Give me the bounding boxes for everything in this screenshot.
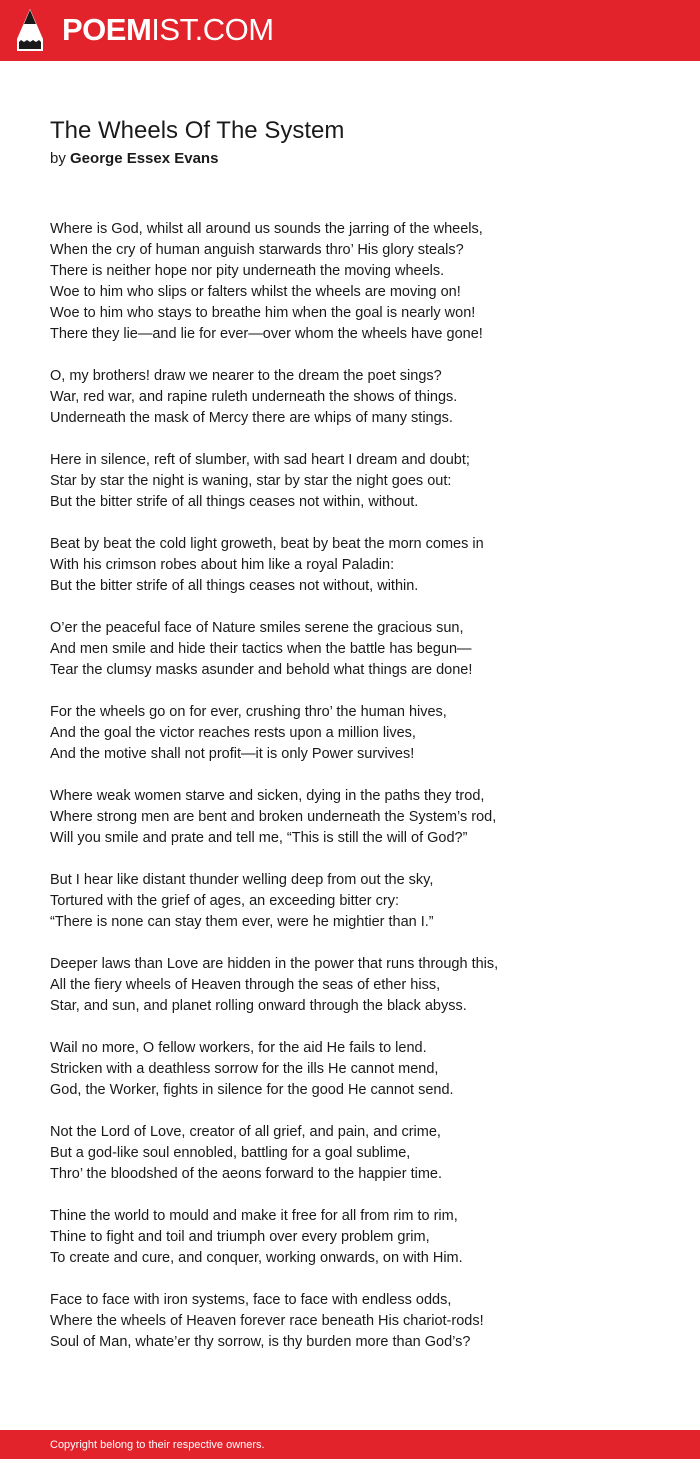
- poem-stanza: [50, 786, 670, 849]
- poem-line: Where is God, whilst all around us sounds the jarring of the wheels,: [50, 221, 483, 237]
- poem-line: Thro’ the bloodshed of the aeons forward to the happier time.: [50, 1166, 443, 1182]
- byline: [50, 149, 218, 169]
- poem-stanza: [50, 954, 670, 1017]
- poem-line: Where strong men are bent and broken underneath the System’s rod,: [50, 809, 497, 825]
- poem-line: But the bitter strife of all things ceases not within, without.: [50, 494, 419, 510]
- poem-line: Here in silence, reft of slumber, with sad heart I dream and doubt;: [50, 452, 470, 468]
- poem-line: Thine the world to mould and make it free for all from rim to rim,: [50, 1208, 458, 1224]
- poem-line: Where weak women starve and sicken, dying in the paths they trod,: [50, 788, 485, 804]
- logo-wordmark-light: IST.COM: [151, 12, 274, 47]
- poem-stanza: [50, 366, 670, 429]
- poem-line: War, red war, and rapine ruleth underneath the shows of things.: [50, 389, 458, 405]
- poem-line: Face to face with iron systems, face to face with endless odds,: [50, 1292, 452, 1308]
- poem-line: And men smile and hide their tactics when the battle has begun—: [50, 641, 472, 657]
- poem-line: There they lie—and lie for ever—over whom the wheels have gone!: [50, 326, 483, 342]
- poem-line: Wail no more, O fellow workers, for the aid He fails to lend.: [50, 1040, 427, 1056]
- poem-line: “There is none can stay them ever, were he mightier than I.”: [50, 914, 434, 930]
- poem-stanza: [50, 1038, 670, 1101]
- poem-line: Woe to him who stays to breathe him when the goal is nearly won!: [50, 305, 476, 321]
- poem-stanza: [50, 1290, 670, 1353]
- poem-line: To create and cure, and conquer, working onwards, on with Him.: [50, 1250, 463, 1266]
- logo-wordmark-bold: POEM: [62, 12, 152, 47]
- poem-line: There is neither hope nor pity underneath the moving wheels.: [50, 263, 445, 279]
- poem-stanza: [50, 870, 670, 933]
- copyright-notice: Copyright belong to their respective owners.: [50, 1439, 265, 1451]
- poem-line: But a god-like soul ennobled, battling for a goal sublime,: [50, 1145, 411, 1161]
- poem-author: George Essex Evans: [70, 150, 219, 167]
- site-logo[interactable]: [62, 10, 274, 50]
- poem-line: But the bitter strife of all things ceases not without, within.: [50, 578, 419, 594]
- poem-line: All the fiery wheels of Heaven through the seas of ether hiss,: [50, 977, 441, 993]
- poem-stanza: [50, 1206, 670, 1269]
- poem-line: For the wheels go on for ever, crushing thro’ the human hives,: [50, 704, 447, 720]
- poem-stanza: [50, 534, 670, 597]
- poem-line: Tortured with the grief of ages, an exceeding bitter cry:: [50, 893, 399, 909]
- poem-line: O, my brothers! draw we nearer to the dream the poet sings?: [50, 368, 442, 384]
- poem-line: Soul of Man, whate’er thy sorrow, is thy burden more than God’s?: [50, 1334, 471, 1350]
- poem-line: And the goal the victor reaches rests upon a million lives,: [50, 725, 416, 741]
- site-footer: [0, 1430, 700, 1459]
- poem-line: Star by star the night is waning, star by star the night goes out:: [50, 473, 452, 489]
- by-label: by: [50, 150, 66, 167]
- poem-body: [50, 219, 670, 1374]
- poem-line: Underneath the mask of Mercy there are whips of many stings.: [50, 410, 453, 426]
- poem-line: With his crimson robes about him like a royal Paladin:: [50, 557, 395, 573]
- poem-line: Will you smile and prate and tell me, “This is still the will of God?”: [50, 830, 468, 846]
- poem-line: Where the wheels of Heaven forever race beneath His chariot-rods!: [50, 1313, 484, 1329]
- poem-line: Thine to fight and toil and triumph over every problem grim,: [50, 1229, 430, 1245]
- pencil-tip-icon[interactable]: [17, 9, 43, 51]
- poem-line: And the motive shall not profit—it is only Power survives!: [50, 746, 415, 762]
- poem-line: Beat by beat the cold light groweth, beat by beat the morn comes in: [50, 536, 484, 552]
- poem-line: O’er the peaceful face of Nature smiles serene the gracious sun,: [50, 620, 464, 636]
- poem-stanza: [50, 702, 670, 765]
- poem-line: Stricken with a deathless sorrow for the ills He cannot mend,: [50, 1061, 439, 1077]
- poem-line: When the cry of human anguish starwards thro’ His glory steals?: [50, 242, 464, 258]
- poem-line: God, the Worker, fights in silence for the good He cannot send.: [50, 1082, 454, 1098]
- poem-line: Tear the clumsy masks asunder and behold what things are done!: [50, 662, 473, 678]
- poem-line: But I hear like distant thunder welling deep from out the sky,: [50, 872, 434, 888]
- poem-line: Woe to him who slips or falters whilst the wheels are moving on!: [50, 284, 461, 300]
- poem-line: Star, and sun, and planet rolling onward through the black abyss.: [50, 998, 467, 1014]
- poem-stanza: [50, 1122, 670, 1185]
- poem-stanza: [50, 618, 670, 681]
- poem-stanza: [50, 219, 670, 345]
- poem-title: The Wheels Of The System: [50, 117, 345, 144]
- poem-line: Deeper laws than Love are hidden in the power that runs through this,: [50, 956, 499, 972]
- poem-line: Not the Lord of Love, creator of all grief, and pain, and crime,: [50, 1124, 441, 1140]
- poem-stanza: [50, 450, 670, 513]
- site-header: [0, 0, 700, 61]
